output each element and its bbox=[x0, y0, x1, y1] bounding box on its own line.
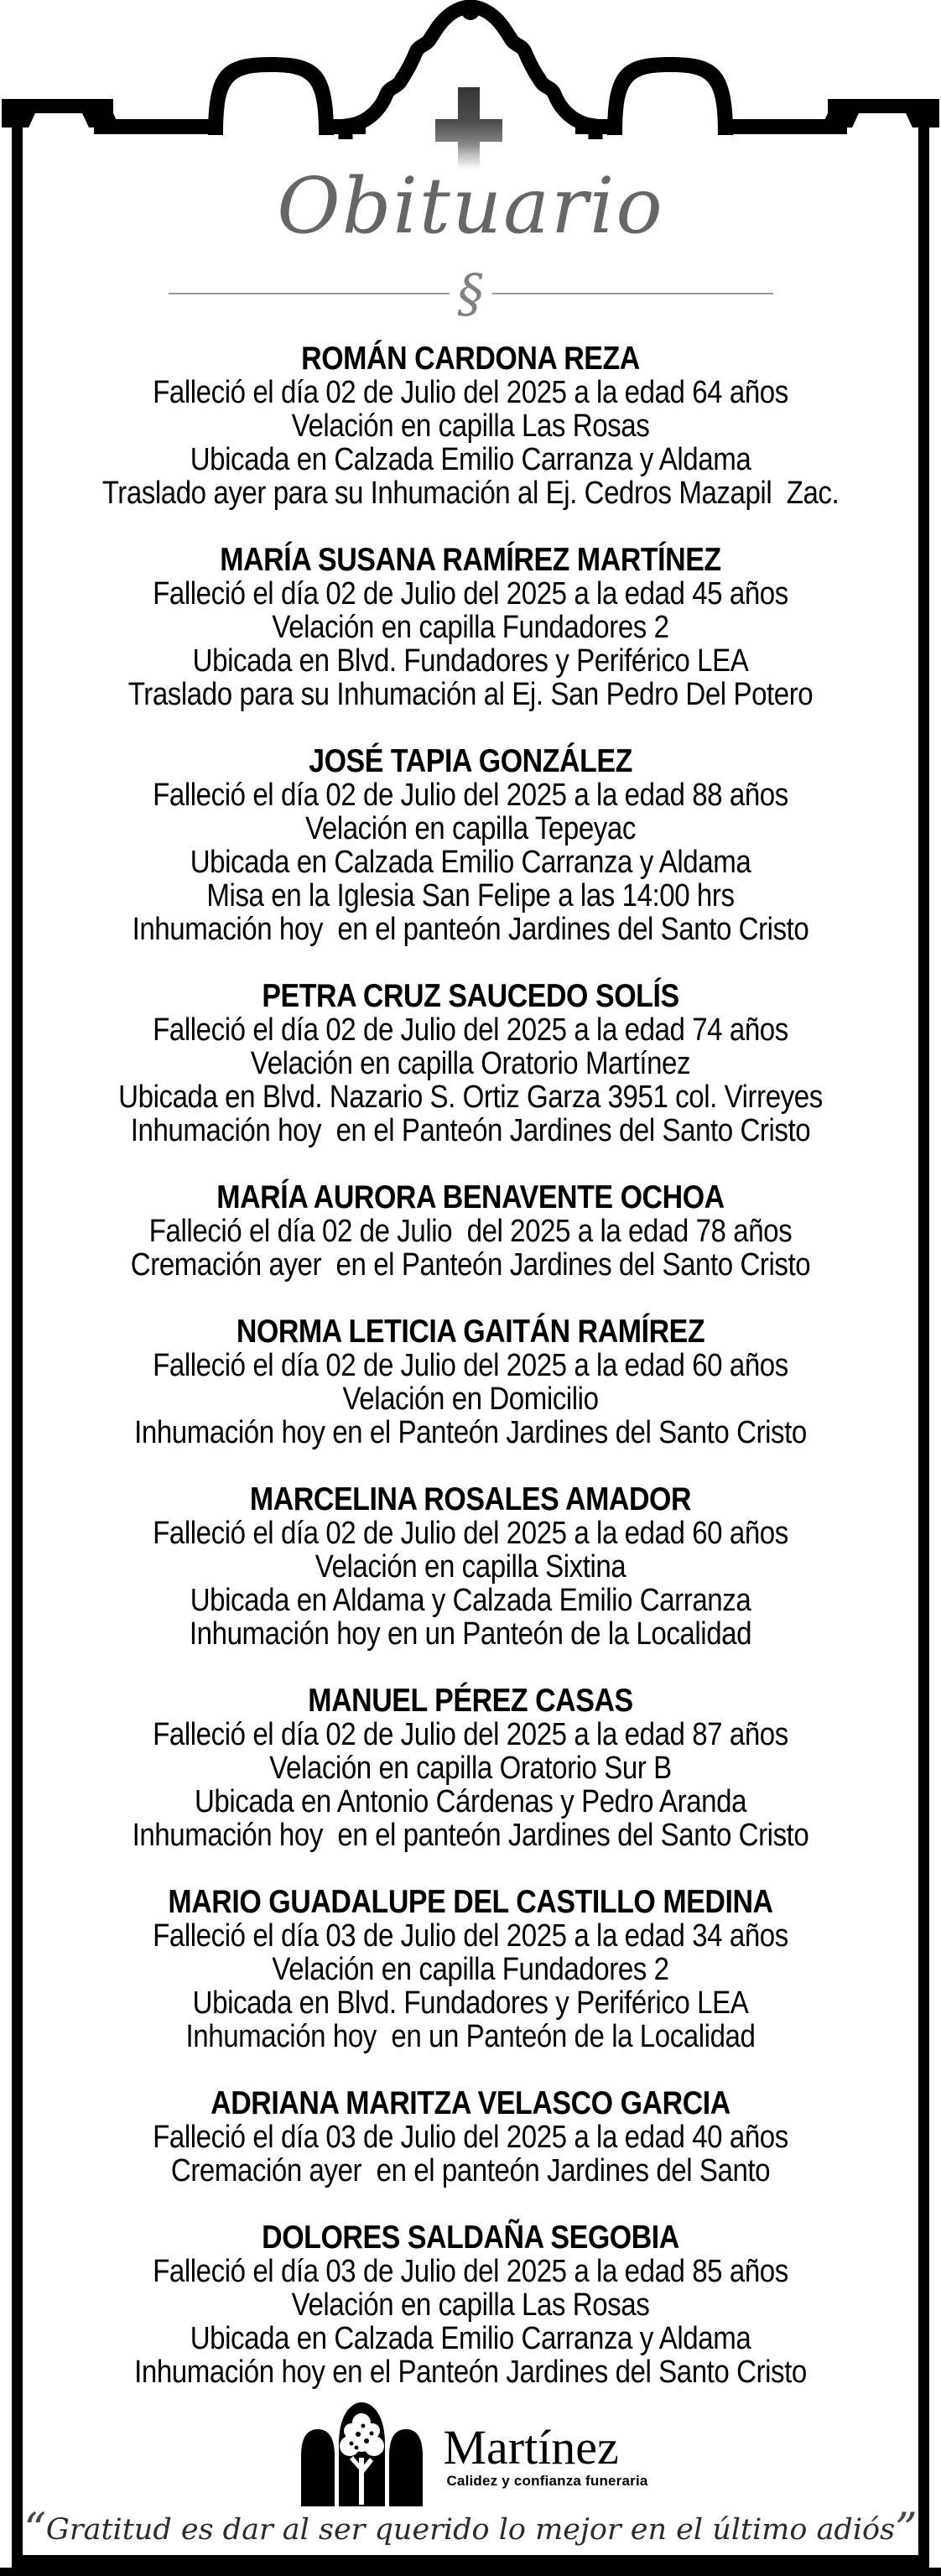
divider-rule-left bbox=[169, 293, 450, 294]
cross-icon bbox=[435, 87, 502, 173]
obituary-entry bbox=[83, 1315, 858, 1449]
obituary-list bbox=[25, 342, 916, 2389]
obituary-entry bbox=[83, 544, 858, 711]
page-title: Obituario bbox=[277, 161, 664, 251]
section-divider bbox=[0, 252, 941, 336]
obituary-entry bbox=[83, 745, 858, 946]
obituary-line: Velación en capilla Las Rosas bbox=[291, 2287, 650, 2323]
deceased-name: PETRA CRUZ SAUCEDO SOLÍS bbox=[262, 978, 679, 1014]
obituary-entry bbox=[83, 2087, 858, 2188]
obituary-line: Misa en la Iglesia San Felipe a las 14:00 hrs bbox=[206, 878, 735, 913]
page-border-bottom-strip bbox=[0, 2568, 941, 2576]
brand-name: Martínez bbox=[443, 2420, 619, 2475]
obituary-line: Falleció el día 03 de Julio del 2025 a la edad 40 años bbox=[153, 2120, 788, 2155]
obituary-line: Falleció el día 02 de Julio del 2025 a la edad 45 años bbox=[153, 576, 788, 611]
deceased-name: MARIO GUADALUPE DEL CASTILLO MEDINA bbox=[168, 1884, 773, 1920]
divider-rule-right bbox=[492, 293, 773, 294]
deceased-name: MARÍA AURORA BENAVENTE OCHOA bbox=[216, 1179, 725, 1215]
obituary-line: Falleció el día 02 de Julio del 2025 a la edad 74 años bbox=[153, 1012, 788, 1048]
page-border-right bbox=[918, 173, 929, 2557]
footer-quote bbox=[0, 2505, 941, 2555]
obituary-line: Falleció el día 02 de Julio del 2025 a la edad 78 años bbox=[148, 1214, 793, 1249]
quote-open-mark: “ bbox=[23, 2505, 46, 2555]
obituary-line: Falleció el día 03 de Julio del 2025 a la edad 85 años bbox=[153, 2254, 788, 2289]
brand-tagline: Calidez y confianza funeraria bbox=[446, 2473, 648, 2489]
funeral-home-logo-icon bbox=[293, 2397, 431, 2508]
obituary-line: Falleció el día 02 de Julio del 2025 a la edad 88 años bbox=[153, 778, 788, 813]
obituary-entry bbox=[83, 1886, 858, 2053]
obituary-line: Falleció el día 02 de Julio del 2025 a la edad 64 años bbox=[153, 375, 788, 410]
obituary-line: Inhumación hoy en el panteón Jardines del Santo Cristo bbox=[132, 912, 809, 947]
obituary-line: Traslado ayer para su Inhumación al Ej. Cedros Mazapil Zac. bbox=[101, 476, 840, 511]
quote-close-mark: ” bbox=[895, 2505, 918, 2555]
obituary-line: Velación en capilla Las Rosas bbox=[291, 409, 650, 444]
deceased-name: JOSÉ TAPIA GONZÁLEZ bbox=[309, 743, 632, 779]
obituary-entry bbox=[83, 342, 858, 510]
brand-block bbox=[443, 2420, 648, 2508]
obituary-line: Falleció el día 02 de Julio del 2025 a la edad 87 años bbox=[153, 1717, 788, 1752]
obituary-line: Inhumación hoy en el Panteón Jardines del Santo Cristo bbox=[134, 2355, 807, 2390]
quote-text: Gratitud es dar al ser querido lo mejor en el último adiós bbox=[45, 2513, 896, 2547]
obituary-line: Falleció el día 02 de Julio del 2025 a la edad 60 años bbox=[153, 1516, 788, 1551]
obituary-line: Ubicada en Calzada Emilio Carranza y Aldama bbox=[190, 845, 751, 880]
obituary-line: Velación en capilla Tepeyac bbox=[305, 811, 636, 846]
obituary-entry bbox=[83, 980, 858, 1147]
obituary-line: Falleció el día 02 de Julio del 2025 a la edad 60 años bbox=[153, 1348, 788, 1383]
obituary-line: Ubicada en Blvd. Fundadores y Periférico LEA bbox=[192, 643, 749, 679]
obituary-line: Traslado para su Inhumación al Ej. San Pedro Del Potero bbox=[127, 677, 814, 712]
obituary-line: Inhumación hoy en el Panteón Jardines del Santo Cristo bbox=[134, 1415, 807, 1450]
deceased-name: MARCELINA ROSALES AMADOR bbox=[249, 1481, 692, 1517]
obituary-line: Velación en capilla Oratorio Martínez bbox=[250, 1046, 691, 1081]
obituary-line: Velación en capilla Sixtina bbox=[315, 1549, 626, 1585]
obituary-entry bbox=[83, 1684, 858, 1852]
deceased-name: DOLORES SALDAÑA SEGOBIA bbox=[262, 2220, 679, 2256]
obituary-line: Velación en capilla Fundadores 2 bbox=[272, 610, 669, 645]
obituary-line: Inhumación hoy en el panteón Jardines del Santo Cristo bbox=[132, 1818, 809, 1853]
funeral-home-footer bbox=[0, 2397, 941, 2508]
deceased-name: ADRIANA MARITZA VELASCO GARCIA bbox=[211, 2085, 730, 2121]
page-border-left bbox=[12, 173, 23, 2557]
obituary-line: Cremación ayer en el Panteón Jardines del Santo Cristo bbox=[130, 1247, 811, 1283]
deceased-name: ROMÁN CARDONA REZA bbox=[301, 341, 640, 377]
obituary-entry bbox=[83, 1181, 858, 1282]
obituary-line: Inhumación hoy en un Panteón de la Localidad bbox=[189, 1616, 752, 1652]
obituary-line: Falleció el día 03 de Julio del 2025 a la edad 34 años bbox=[153, 1918, 788, 1954]
obituary-line: Velación en Domicilio bbox=[342, 1382, 599, 1417]
obituary-line: Velación en capilla Fundadores 2 bbox=[272, 1952, 669, 1987]
obituary-line: Ubicada en Blvd. Nazario S. Ortiz Garza 3951 col. Virreyes bbox=[118, 1080, 823, 1115]
obituary-entry bbox=[83, 2221, 858, 2389]
obituary-line: Velación en capilla Oratorio Sur B bbox=[269, 1751, 672, 1786]
obituary-line: Ubicada en Aldama y Calzada Emilio Carranza bbox=[190, 1583, 751, 1618]
obituary-line: Ubicada en Blvd. Fundadores y Periférico LEA bbox=[192, 1985, 749, 2021]
deceased-name: MANUEL PÉREZ CASAS bbox=[308, 1683, 633, 1719]
deceased-name: NORMA LETICIA GAITÁN RAMÍREZ bbox=[236, 1314, 705, 1350]
obituary-line: Ubicada en Calzada Emilio Carranza y Aldama bbox=[190, 2321, 751, 2356]
obituary-line: Inhumación hoy en el Panteón Jardines del Santo Cristo bbox=[130, 1113, 811, 1148]
obituary-line: Cremación ayer en el panteón Jardines del Santo bbox=[170, 2153, 771, 2188]
obituary-line: Ubicada en Calzada Emilio Carranza y Aldama bbox=[190, 442, 751, 477]
obituary-line: Inhumación hoy en un Panteón de la Localidad bbox=[185, 2019, 756, 2054]
deceased-name: MARÍA SUSANA RAMÍREZ MARTÍNEZ bbox=[220, 542, 721, 578]
section-ornament-icon: § bbox=[457, 263, 484, 324]
obituary-line: Ubicada en Antonio Cárdenas y Pedro Aranda bbox=[194, 1784, 747, 1819]
page-border-bottom bbox=[12, 2555, 929, 2568]
obituary-entry bbox=[83, 1483, 858, 1651]
